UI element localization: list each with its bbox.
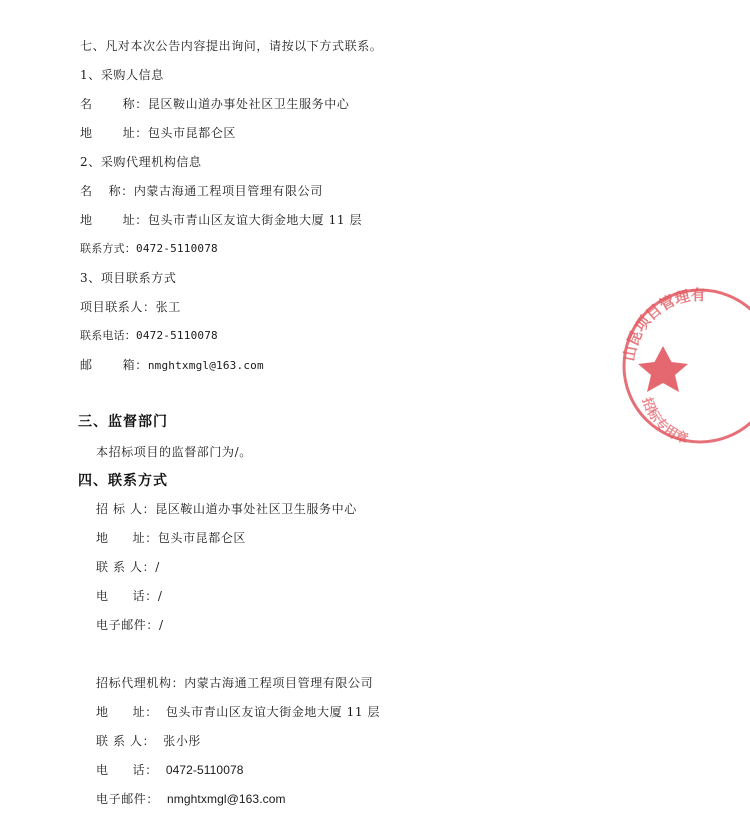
tenderer-address: 包头市昆都仑区 [157, 531, 247, 545]
tenderer-email-label: 电子邮件： [96, 618, 160, 632]
label-part: 址： [132, 531, 158, 545]
agency2-address-row [96, 704, 380, 720]
tenderer-email: / [159, 618, 164, 632]
label-part: 话： [132, 589, 158, 603]
label-part: 名 [80, 184, 93, 198]
label-part: 电 [96, 763, 109, 777]
red-seal-stamp-icon [620, 286, 750, 446]
section7-intro: 七、凡对本次公告内容提出询问，请按以下方式联系。 [80, 39, 383, 53]
project-email: nmghtxmgl@163.com [147, 359, 264, 372]
tenderer-email-row [96, 617, 164, 633]
label-part: 地 [96, 705, 109, 719]
tenderer-row [96, 501, 357, 517]
agency2-address: 包头市青山区友谊大街金地大厦 11 层 [165, 705, 381, 719]
label-part: 地 [80, 126, 93, 140]
agency2-name: 内蒙古海通工程项目管理有限公司 [184, 676, 374, 690]
tenderer-name: 昆区鞍山道办事处社区卫生服务中心 [155, 502, 357, 516]
tenderer-phone: / [157, 589, 163, 603]
agency2-contact: 张小彤 [163, 734, 202, 748]
agency2-contact-label: 联 系 人： [96, 734, 156, 748]
project-heading: 3、项目联系方式 [80, 271, 177, 285]
purchaser-address: 包头市昆都仑区 [147, 126, 237, 140]
label-part: 邮 [80, 358, 93, 372]
purchaser-heading: 1、采购人信息 [80, 68, 164, 82]
project-phone: 联系电话：0472-5110078 [80, 329, 218, 342]
label-part: 地 [96, 531, 109, 545]
tenderer-contact: / [155, 560, 160, 574]
tenderer-contact-row [96, 559, 160, 575]
label-part: 名 [80, 97, 93, 111]
project-email-row [80, 357, 264, 374]
agency2-phone: 0472-5110078 [165, 763, 244, 777]
label-part: 地 [80, 213, 93, 227]
section3-heading: 三、监督部门 [78, 414, 168, 430]
agency-address: 包头市青山区友谊大街金地大厦 11 层 [147, 213, 363, 227]
agency-contact: 联系方式：0472-5110078 [80, 242, 218, 255]
purchaser-name-row [80, 96, 349, 112]
label-part: 称： [108, 184, 134, 198]
agency2-label: 招标代理机构： [96, 676, 185, 690]
agency2-row [96, 675, 373, 691]
agency-address-row [80, 212, 362, 228]
agency-name: 内蒙古海通工程项目管理有限公司 [133, 184, 323, 198]
agency-name-row [80, 183, 323, 199]
tenderer-label: 招 标 人： [96, 502, 156, 516]
tenderer-phone-row [96, 588, 162, 604]
project-person: 项目联系人：张工 [80, 300, 181, 314]
label-part: 址： [122, 126, 148, 140]
tenderer-address-row [96, 530, 246, 546]
agency2-phone-row [96, 762, 244, 778]
tenderer-contact-label: 联 系 人： [96, 560, 156, 574]
purchaser-address-row [80, 125, 236, 141]
label-part: 箱： [122, 358, 148, 372]
agency2-email: nmghtxmgl@163.com [167, 792, 286, 806]
label-part: 址： [122, 213, 148, 227]
label-part: 址： [132, 705, 158, 719]
label-part: 话： [132, 763, 158, 777]
section4-heading: 四、联系方式 [78, 473, 168, 489]
agency-heading: 2、采购代理机构信息 [80, 155, 202, 169]
stamp-top-text: 山昆项目管理有 [620, 286, 706, 363]
section3-text: 本招标项目的监督部门为/。 [96, 445, 252, 459]
agency2-email-label: 电子邮件： [96, 792, 160, 806]
label-part: 称： [122, 97, 148, 111]
stamp-bottom-text: 招标专用章 [638, 395, 691, 446]
agency2-email-row [96, 791, 286, 807]
label-part: 电 [96, 589, 109, 603]
agency2-contact-row [96, 733, 201, 749]
purchaser-name: 昆区鞍山道办事处社区卫生服务中心 [147, 97, 350, 111]
